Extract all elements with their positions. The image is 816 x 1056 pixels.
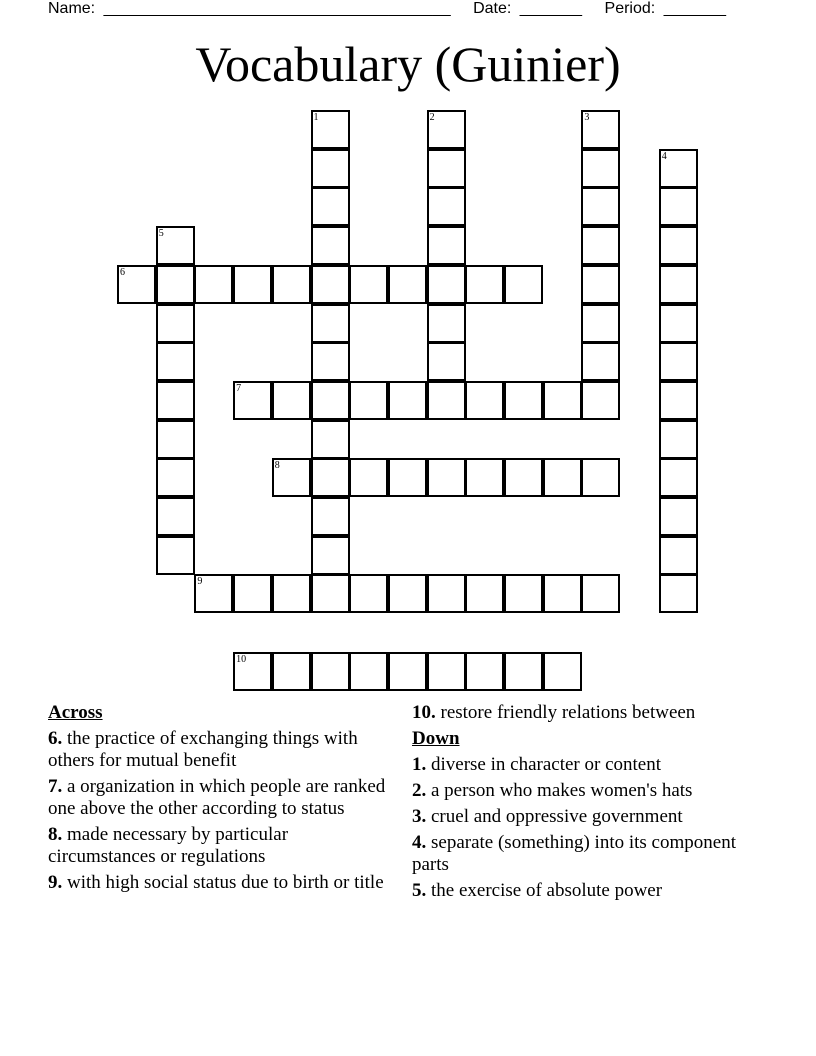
crossword-cell — [311, 536, 350, 575]
date-label: Date: — [473, 0, 512, 17]
across-clue-9 — [48, 872, 388, 894]
crossword-cell — [272, 652, 311, 691]
cell-number: 7 — [236, 382, 242, 394]
crossword-cell — [156, 226, 195, 265]
crossword-cell — [427, 458, 466, 497]
clue-text: made necessary by particular circumstances or regulations — [48, 824, 289, 867]
crossword-cell — [659, 458, 698, 497]
crossword-cell — [659, 574, 698, 613]
crossword-cell — [311, 497, 350, 536]
clue-number: 9. — [48, 872, 63, 893]
crossword-cell — [311, 149, 350, 188]
clue-text: with high social status due to birth or title — [67, 872, 384, 893]
crossword-cell — [465, 652, 504, 691]
crossword-cell — [311, 265, 350, 304]
crossword-cell — [311, 574, 350, 613]
crossword-cell — [659, 265, 698, 304]
down-heading: Down — [412, 728, 460, 749]
clue-text: the exercise of absolute power — [431, 880, 663, 901]
crossword-cell — [272, 381, 311, 420]
clue-number: 10. — [412, 702, 436, 723]
clue-number: 8. — [48, 824, 63, 845]
crossword-cell — [311, 304, 350, 343]
clue-number: 1. — [412, 754, 427, 775]
crossword-cell — [311, 342, 350, 381]
crossword-cell — [156, 497, 195, 536]
clue-text: a person who makes women's hats — [431, 780, 693, 801]
crossword-cell — [349, 652, 388, 691]
crossword-cell — [427, 304, 466, 343]
across-clue-8 — [48, 824, 388, 868]
crossword-cell — [659, 342, 698, 381]
crossword-cell — [388, 574, 427, 613]
crossword-cell — [427, 265, 466, 304]
crossword-cell — [659, 536, 698, 575]
crossword-cell — [272, 458, 311, 497]
crossword-cell — [156, 381, 195, 420]
crossword-cell — [156, 536, 195, 575]
crossword-cell — [465, 265, 504, 304]
crossword-cell — [543, 652, 582, 691]
crossword-cell — [427, 226, 466, 265]
crossword-cell — [659, 304, 698, 343]
crossword-cell — [156, 458, 195, 497]
crossword-cell — [311, 381, 350, 420]
crossword-cell — [659, 226, 698, 265]
across-clue-7 — [48, 776, 388, 820]
crossword-cell — [349, 458, 388, 497]
down-clue-1 — [412, 754, 772, 776]
crossword-cell — [543, 458, 582, 497]
page-title: Vocabulary (Guinier) — [195, 36, 621, 92]
crossword-cell — [156, 342, 195, 381]
clues-right-column — [412, 702, 772, 906]
crossword-cell — [427, 342, 466, 381]
crossword-cell — [427, 110, 466, 149]
cell-number: 3 — [584, 112, 590, 123]
crossword-cell — [311, 420, 350, 459]
crossword-cell — [465, 458, 504, 497]
crossword-cell — [581, 226, 620, 265]
crossword-cell — [465, 574, 504, 613]
crossword-cell — [543, 574, 582, 613]
crossword-cell — [659, 149, 698, 188]
name-blank: _______________________________________ — [103, 0, 451, 17]
down-clue-2 — [412, 780, 772, 802]
crossword-cell — [504, 652, 543, 691]
crossword-cell — [543, 381, 582, 420]
clue-number: 7. — [48, 776, 63, 797]
crossword-cell — [311, 458, 350, 497]
crossword-cell — [233, 574, 272, 613]
crossword-cell — [194, 265, 233, 304]
crossword-cell — [504, 381, 543, 420]
across-clue-6 — [48, 728, 388, 772]
clue-text: cruel and oppressive government — [431, 806, 683, 827]
crossword-cell — [427, 652, 466, 691]
crossword-cell — [581, 149, 620, 188]
crossword-cell — [581, 458, 620, 497]
clue-number: 3. — [412, 806, 427, 827]
crossword-cell — [465, 381, 504, 420]
crossword-cell — [156, 420, 195, 459]
down-clue-5 — [412, 880, 772, 902]
crossword-cell — [659, 381, 698, 420]
down-clue-4 — [412, 832, 772, 876]
clue-text: restore friendly relations between — [440, 702, 696, 723]
cell-number: 9 — [197, 576, 203, 588]
crossword-cell — [659, 420, 698, 459]
crossword-cell — [388, 458, 427, 497]
crossword-cell — [233, 652, 272, 691]
crossword-cell — [504, 265, 543, 304]
crossword-cell — [388, 381, 427, 420]
cell-number: 1 — [313, 112, 319, 123]
period-label: Period: — [604, 0, 656, 17]
crossword-cell — [427, 149, 466, 188]
crossword-cell — [272, 574, 311, 613]
down-clue-3 — [412, 806, 772, 828]
clue-text: separate (something) into its component parts — [412, 832, 736, 875]
crossword-cell — [311, 187, 350, 226]
crossword-cell — [388, 652, 427, 691]
across-heading: Across — [48, 702, 103, 723]
clue-text: a organization in which people are ranked one above the other according to status — [48, 776, 386, 819]
cell-number: 6 — [120, 266, 125, 278]
crossword-cell — [349, 265, 388, 304]
clues-left-column — [48, 702, 388, 898]
crossword-cell — [659, 187, 698, 226]
period-blank: _______ — [663, 0, 726, 17]
crossword-cell — [349, 381, 388, 420]
clue-text: the practice of exchanging things with others for mutual benefit — [48, 728, 358, 771]
crossword-cell — [504, 574, 543, 613]
crossword-cell — [156, 304, 195, 343]
crossword-cell — [194, 574, 233, 613]
crossword-cell — [581, 342, 620, 381]
cell-number: 8 — [274, 460, 280, 472]
crossword-cell — [504, 458, 543, 497]
cell-number: 2 — [429, 112, 435, 123]
crossword-cell — [272, 265, 311, 304]
crossword-cell — [427, 574, 466, 613]
clue-number: 2. — [412, 780, 427, 801]
clue-number: 4. — [412, 832, 427, 853]
crossword-cell — [233, 381, 272, 420]
crossword-cell — [659, 497, 698, 536]
crossword-cell — [349, 574, 388, 613]
crossword-cell — [156, 265, 195, 304]
crossword-cell — [581, 304, 620, 343]
crossword-cell — [581, 110, 620, 149]
clue-number: 5. — [412, 880, 427, 901]
clue-text: diverse in character or content — [431, 754, 661, 775]
crossword-cell — [388, 265, 427, 304]
crossword-cell — [581, 574, 620, 613]
crossword-cell — [581, 265, 620, 304]
crossword-cell — [427, 381, 466, 420]
crossword-cell — [117, 265, 156, 304]
crossword-cell — [311, 652, 350, 691]
cell-number: 10 — [236, 653, 247, 665]
crossword-cell — [311, 226, 350, 265]
crossword-cell — [581, 187, 620, 226]
clue-number: 6. — [48, 728, 63, 749]
name-label: Name: — [48, 0, 96, 17]
cell-number: 5 — [158, 228, 164, 240]
cell-number: 4 — [661, 150, 667, 162]
crossword-cell — [233, 265, 272, 304]
across-clue-10 — [412, 702, 772, 724]
crossword-cell — [311, 110, 350, 149]
crossword-cell — [581, 381, 620, 420]
date-blank: _______ — [519, 0, 583, 17]
crossword-cell — [427, 187, 466, 226]
